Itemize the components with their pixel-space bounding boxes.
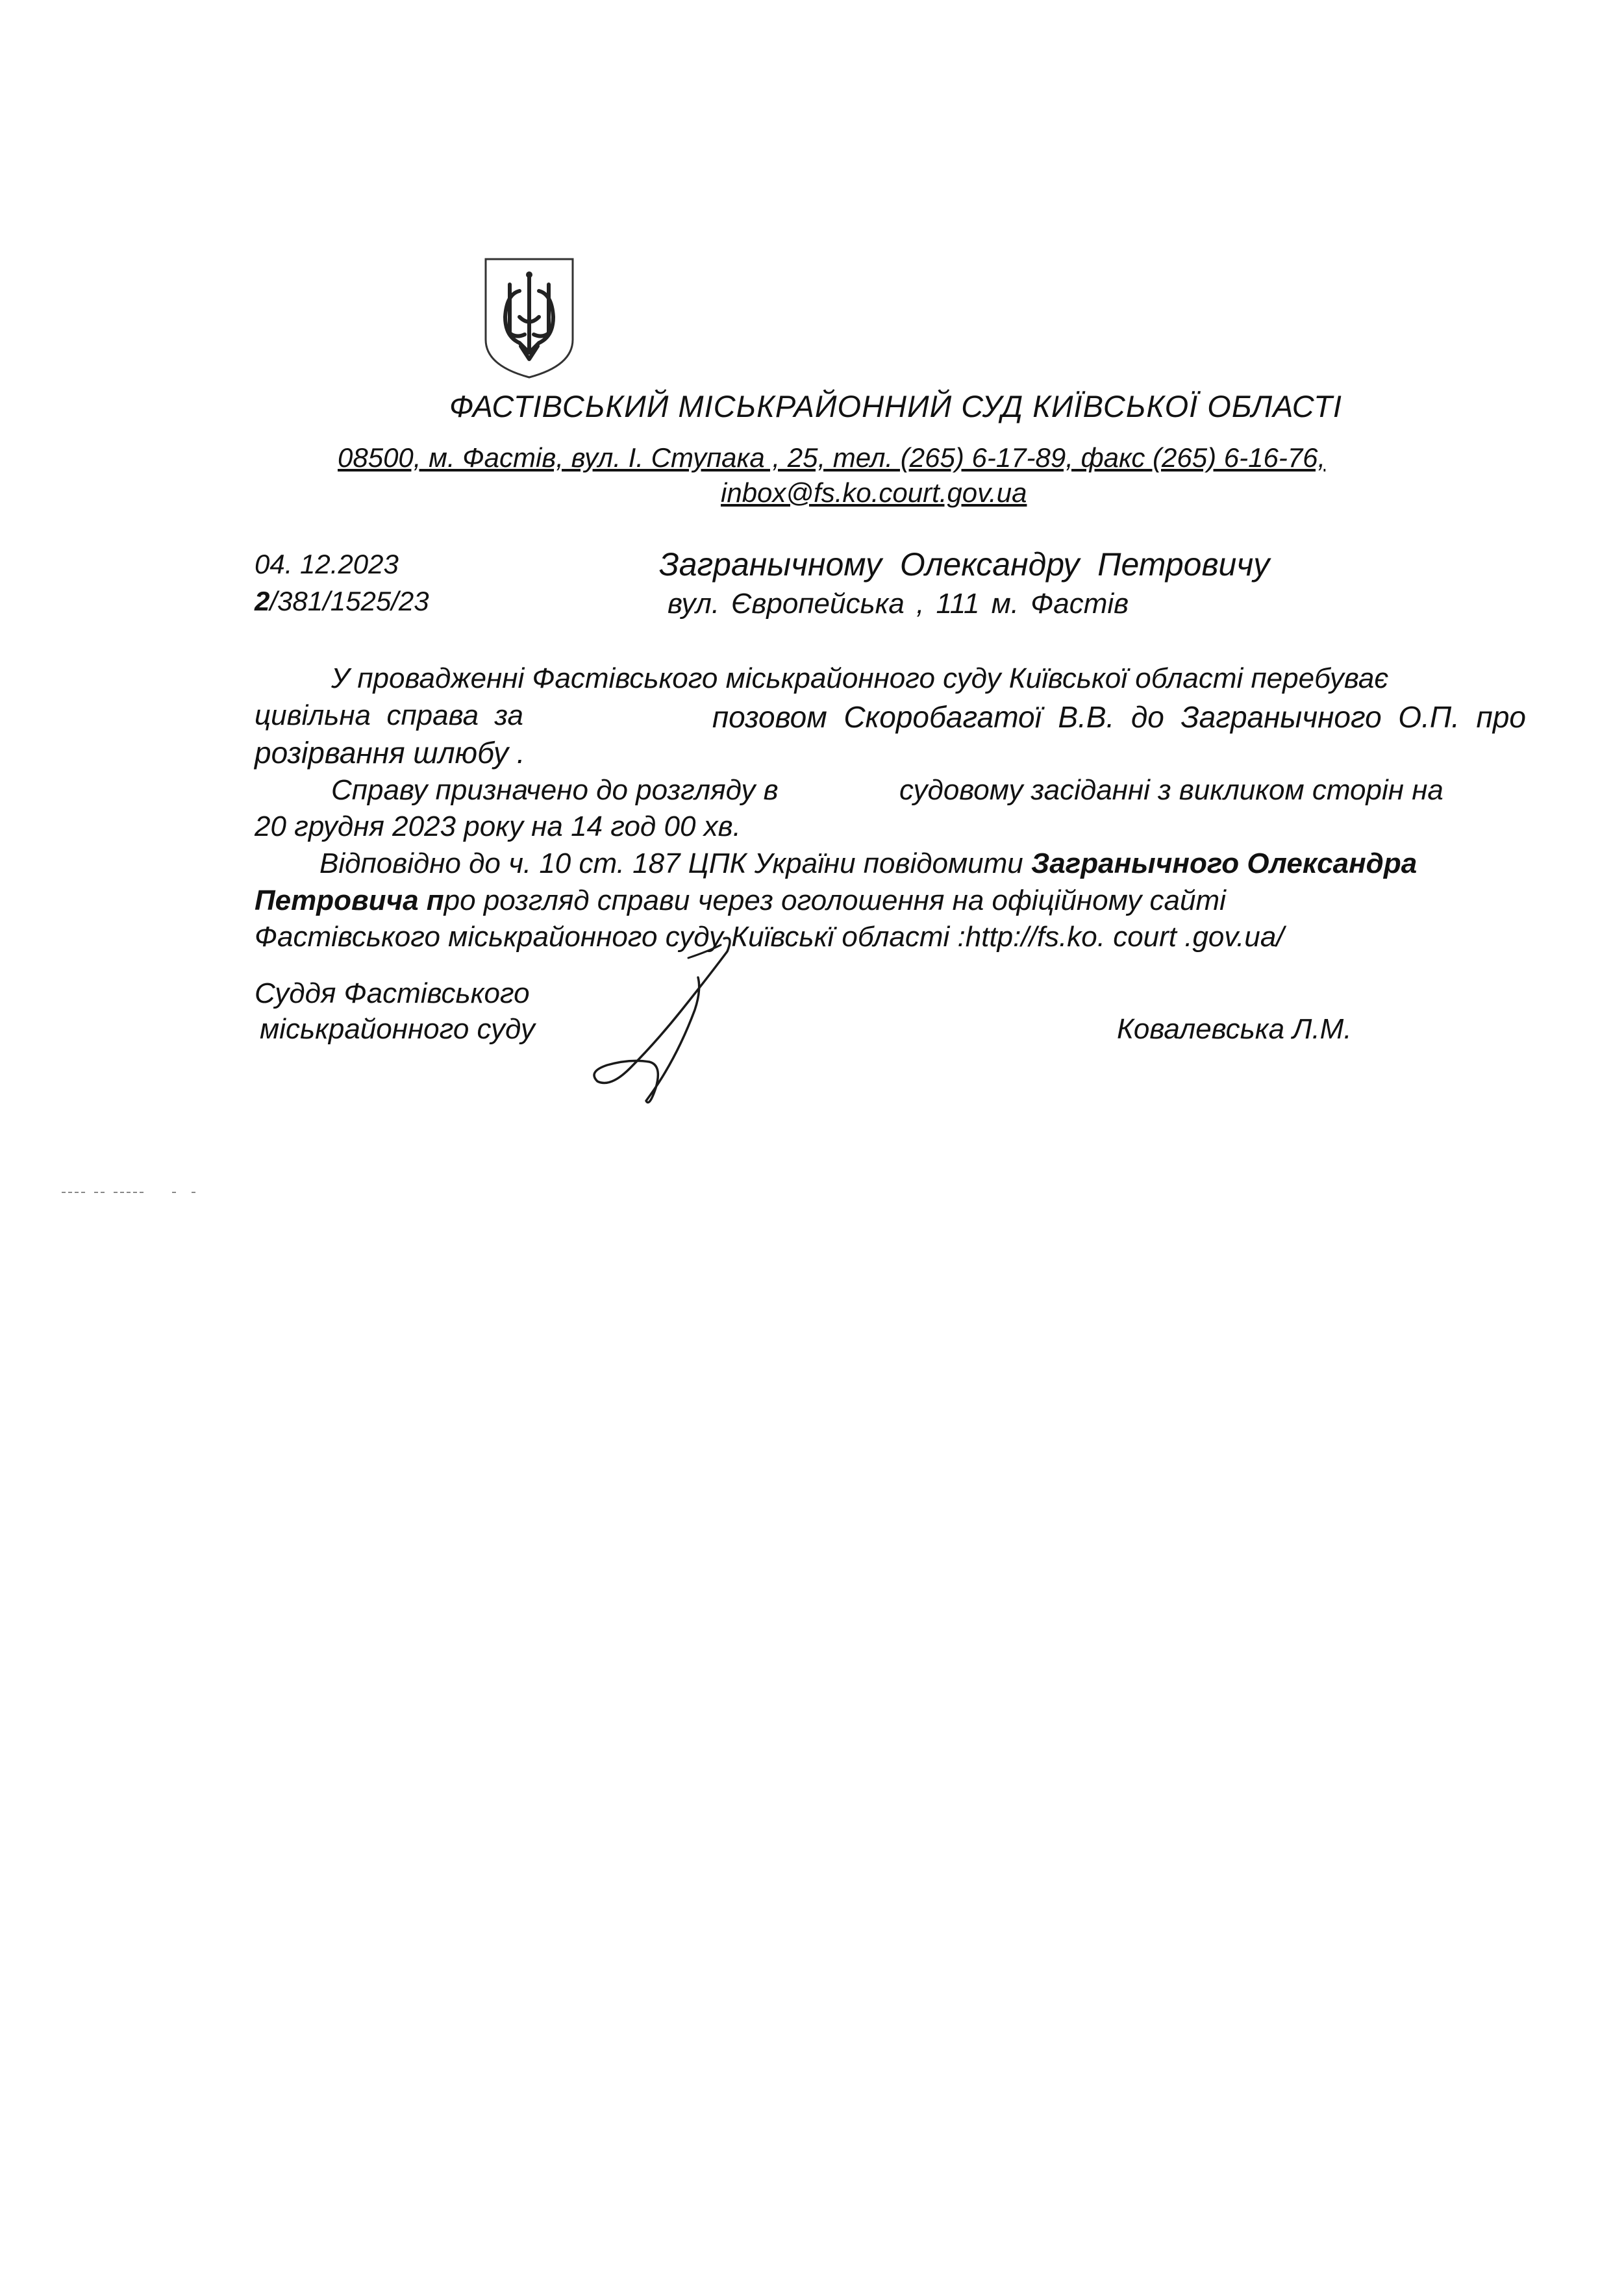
case-number — [255, 586, 429, 617]
body-p3-line2 — [255, 885, 1226, 917]
court-email: inbox@fs.ko.court.gov.ua — [721, 477, 1027, 508]
body-p3-line1-a: Відповідно до ч. 10 ст. 187 ЦПК України повідомити — [319, 848, 1032, 879]
body-p1-line3: розірвання шлюбу . — [255, 736, 525, 770]
body-p2-line2: 20 грудня 2023 року на 14 год 00 хв. — [255, 811, 741, 842]
recipient-name-bold: Загранычного Олександра — [1031, 848, 1418, 879]
body-p3-line2-b: ро розгляд справи через оголошення на офіційному сайті — [443, 885, 1226, 916]
signature-title-line2: міськрайонного суду — [260, 1013, 535, 1045]
scan-artifact — [62, 1188, 205, 1196]
body-p1-line2-a: цивільна справа за — [255, 699, 523, 731]
case-number-prefix: 2 — [255, 586, 270, 616]
recipient-patronymic-bold: Петровича п — [255, 885, 444, 916]
recipient-name: Загранычному Олександру Петровичу — [659, 546, 1270, 583]
body-p3-line1 — [319, 848, 1417, 880]
signature-title-line1: Суддя Фастівського — [255, 977, 530, 1009]
body-p3-line3: Фастівського міськрайонного суду Київськї області :http://fs.ko. court .gov.ua/ — [255, 921, 1284, 953]
body-p2-line1-b: судовому засіданні з викликом сторін на — [899, 774, 1443, 806]
court-address: 08500, м. Фастів, вул. І. Ступака , 25, тел. (265) 6-17-89, факс (265) 6-16-76, — [338, 442, 1326, 473]
recipient-address: вул. Європейська , 111 м. Фастів — [668, 588, 1129, 620]
body-p1-line2 — [255, 699, 1526, 735]
letter-date: 04. 12.2023 — [255, 549, 399, 579]
judge-name: Ковалевська Л.М. — [1117, 1013, 1352, 1045]
body-p2-line1-a: Справу призначено до розгляду в — [331, 774, 779, 806]
court-name-heading: ФАСТІВСЬКИЙ МІСЬКРАЙОННИЙ СУД КИЇВСЬКОЇ ОБЛАСТІ — [449, 389, 1342, 423]
coat-of-arms-icon — [481, 255, 578, 380]
body-p1-line2-b: позовом Скоробагатої В.В. до Загранычного О.П. про — [712, 700, 1526, 734]
case-number-rest: /381/1525/23 — [269, 586, 429, 616]
body-p1-line1: У провадженні Фастівського міськрайонного суду Київської області перебуває — [331, 662, 1389, 694]
handwritten-signature — [584, 932, 753, 1114]
